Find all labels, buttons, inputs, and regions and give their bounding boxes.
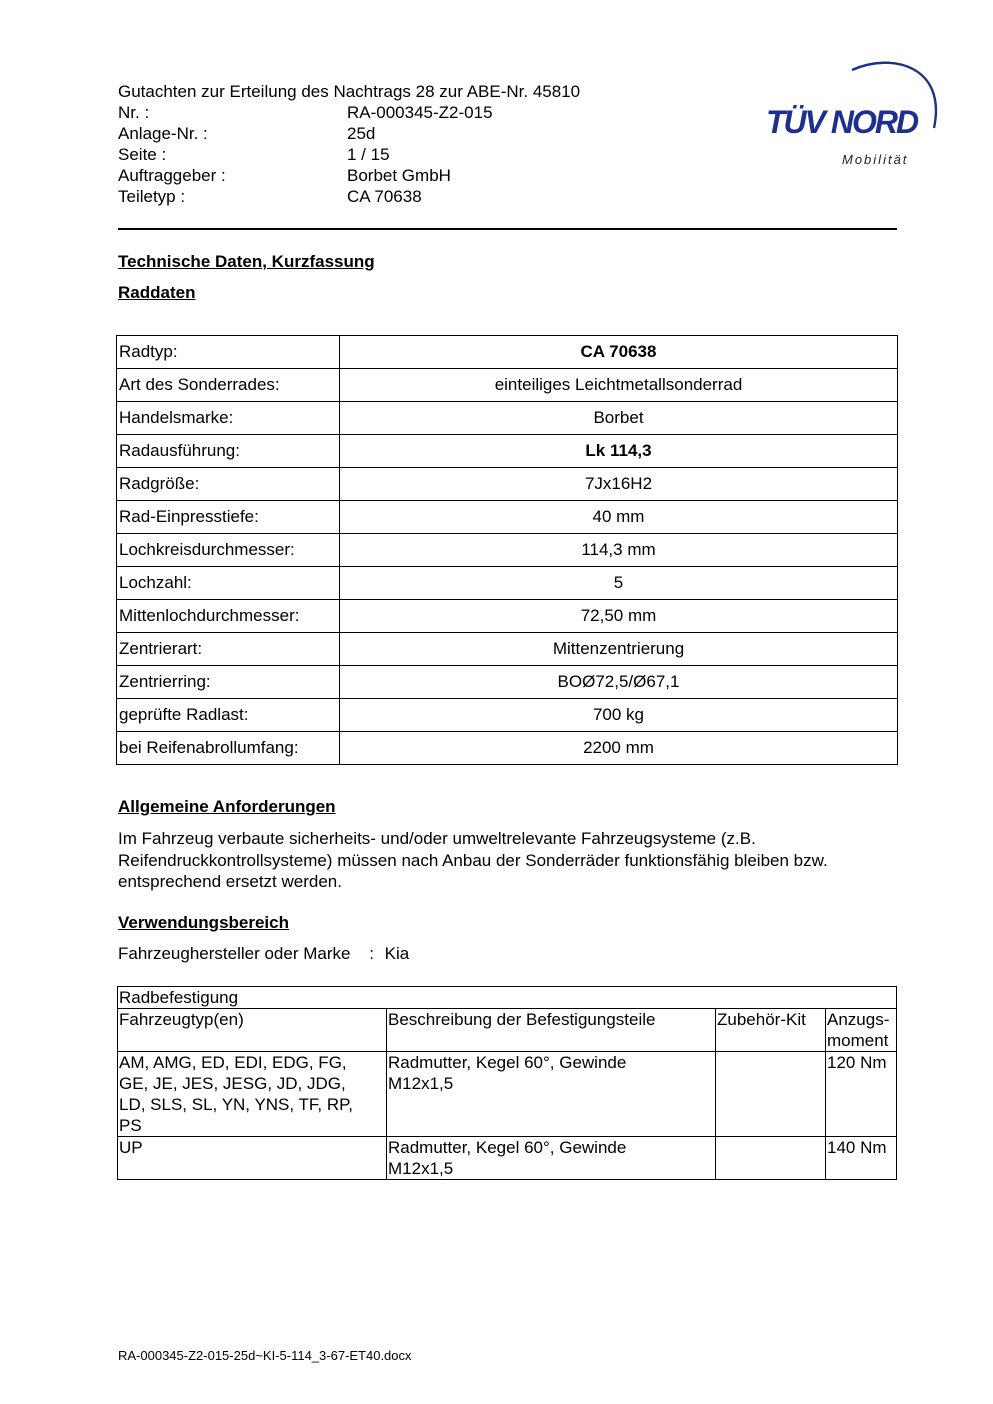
row-value: Mittenzentrierung xyxy=(340,633,898,666)
row-label: bei Reifenabrollumfang: xyxy=(117,732,340,765)
paragraph-line: Reifendruckkontrollsysteme) müssen nach Anbau der Sonderräder funktionsfähig bleiben bzw. xyxy=(118,850,828,870)
cell-line: LD, SLS, SL, YN, YNS, TF, RP, xyxy=(119,1095,354,1114)
table-row xyxy=(117,633,898,666)
header-label: Auftraggeber : xyxy=(118,166,226,185)
row-value: 7Jx16H2 xyxy=(340,468,898,501)
manufacturer-line xyxy=(118,944,409,964)
header-label: Anlage-Nr. : xyxy=(118,124,208,143)
row-label: geprüfte Radlast: xyxy=(117,699,340,732)
header-field-anlage xyxy=(118,123,678,144)
header-label: Nr. : xyxy=(118,103,150,122)
row-value: einteiliges Leichtmetallsonderrad xyxy=(340,369,898,402)
table-title-row xyxy=(118,987,897,1009)
logo-brand-text: TÜV NORD xyxy=(766,104,918,140)
row-label: Lochzahl: xyxy=(117,567,340,600)
logo-sub-text: Mobilität xyxy=(842,152,909,167)
header-value: 1 / 15 xyxy=(347,145,390,164)
header-value: 25d xyxy=(347,124,376,143)
allgemein-paragraph xyxy=(118,828,908,893)
table-row xyxy=(117,402,898,435)
paragraph-line: Im Fahrzeug verbaute sicherheits- und/oder umweltrelevante Fahrzeugsysteme (z.B. xyxy=(118,829,756,848)
cell-vehicle-types xyxy=(118,1052,387,1137)
row-label: Zentrierring: xyxy=(117,666,340,699)
row-value: 2200 mm xyxy=(340,732,898,765)
table-row xyxy=(118,1137,897,1180)
cell-line: AM, AMG, ED, EDI, EDG, FG, xyxy=(119,1053,347,1072)
cell-description xyxy=(387,1052,716,1137)
wheel-data-table xyxy=(116,335,898,765)
table-title-cell: Radbefestigung xyxy=(118,987,897,1009)
manufacturer-separator: : xyxy=(369,944,374,963)
row-value: 72,50 mm xyxy=(340,600,898,633)
row-label: Zentrierart: xyxy=(117,633,340,666)
table-row xyxy=(117,534,898,567)
header-line: moment xyxy=(827,1031,889,1050)
row-value: Lk 114,3 xyxy=(340,435,898,468)
document-title xyxy=(118,81,678,102)
row-label: Radtyp: xyxy=(117,336,340,369)
row-value: CA 70638 xyxy=(340,336,898,369)
cell-line: Radmutter, Kegel 60°, Gewinde xyxy=(388,1138,627,1157)
table-row xyxy=(117,732,898,765)
cell-accessory-kit xyxy=(716,1052,826,1137)
header-field-nr xyxy=(118,102,678,123)
header-cell-torque xyxy=(826,1009,897,1052)
cell-torque: 140 Nm xyxy=(826,1137,897,1180)
header-field-teiletyp xyxy=(118,186,678,207)
section-heading-verwendung: Verwendungsbereich xyxy=(118,913,289,932)
table-row xyxy=(117,567,898,600)
cell-line: PS xyxy=(119,1116,142,1135)
cell-description xyxy=(387,1137,716,1180)
document-title-text: Gutachten zur Erteilung des Nachtrags 28 zur ABE-Nr. 45810 xyxy=(118,82,581,101)
cell-line: M12x1,5 xyxy=(388,1074,454,1093)
table-row xyxy=(117,699,898,732)
section-heading-technical: Technische Daten, Kurzfassung xyxy=(118,252,375,271)
header-value: Borbet GmbH xyxy=(347,166,451,185)
paragraph-line: entsprechend ersetzt werden. xyxy=(118,872,342,891)
footer-filename: RA-000345-Z2-015-25d~KI-5-114_3-67-ET40.docx xyxy=(118,1348,412,1363)
row-label: Mittenlochdurchmesser: xyxy=(117,600,340,633)
manufacturer-value: Kia xyxy=(384,944,410,963)
header-value: CA 70638 xyxy=(347,187,422,206)
row-value: 5 xyxy=(340,567,898,600)
row-label: Rad-Einpresstiefe: xyxy=(117,501,340,534)
table-row xyxy=(117,600,898,633)
row-value: 700 kg xyxy=(340,699,898,732)
cell-line: UP xyxy=(119,1138,143,1157)
header-label: Teiletyp : xyxy=(118,187,186,206)
header-cell-description: Beschreibung der Befestigungsteile xyxy=(387,1009,716,1052)
row-label: Radausführung: xyxy=(117,435,340,468)
table-row xyxy=(118,1052,897,1137)
row-value: 40 mm xyxy=(340,501,898,534)
cell-torque: 120 Nm xyxy=(826,1052,897,1137)
header-cell-accessory-kit: Zubehör-Kit xyxy=(716,1009,826,1052)
row-value: BOØ72,5/Ø67,1 xyxy=(340,666,898,699)
table-row xyxy=(117,336,898,369)
row-label: Lochkreisdurchmesser: xyxy=(117,534,340,567)
table-row xyxy=(117,666,898,699)
row-label: Radgröße: xyxy=(117,468,340,501)
cell-accessory-kit xyxy=(716,1137,826,1180)
row-value: Borbet xyxy=(340,402,898,435)
header-line: Anzugs- xyxy=(827,1010,890,1029)
section-heading-raddaten: Raddaten xyxy=(118,283,196,302)
table-row xyxy=(117,435,898,468)
row-label: Handelsmarke: xyxy=(117,402,340,435)
cell-line: GE, JE, JES, JESG, JD, JDG, xyxy=(119,1074,346,1093)
tuv-nord-logo xyxy=(762,56,942,172)
table-header-row xyxy=(118,1009,897,1052)
header-value: RA-000345-Z2-015 xyxy=(347,103,493,122)
cell-vehicle-types xyxy=(118,1137,387,1180)
header-cell-vehicle-types: Fahrzeugtyp(en) xyxy=(118,1009,387,1052)
header-label: Seite : xyxy=(118,145,167,164)
row-value: 114,3 mm xyxy=(340,534,898,567)
section-heading-allgemein: Allgemeine Anforderungen xyxy=(118,797,336,816)
cell-line: M12x1,5 xyxy=(388,1159,454,1178)
wheel-mounting-table xyxy=(117,986,897,1180)
table-row xyxy=(117,369,898,402)
row-label: Art des Sonderrades: xyxy=(117,369,340,402)
header-field-auftraggeber xyxy=(118,165,678,186)
header-divider xyxy=(118,228,897,230)
manufacturer-label: Fahrzeughersteller oder Marke xyxy=(118,944,351,963)
cell-line: Radmutter, Kegel 60°, Gewinde xyxy=(388,1053,627,1072)
header-field-seite xyxy=(118,144,678,165)
table-row xyxy=(117,501,898,534)
table-row xyxy=(117,468,898,501)
